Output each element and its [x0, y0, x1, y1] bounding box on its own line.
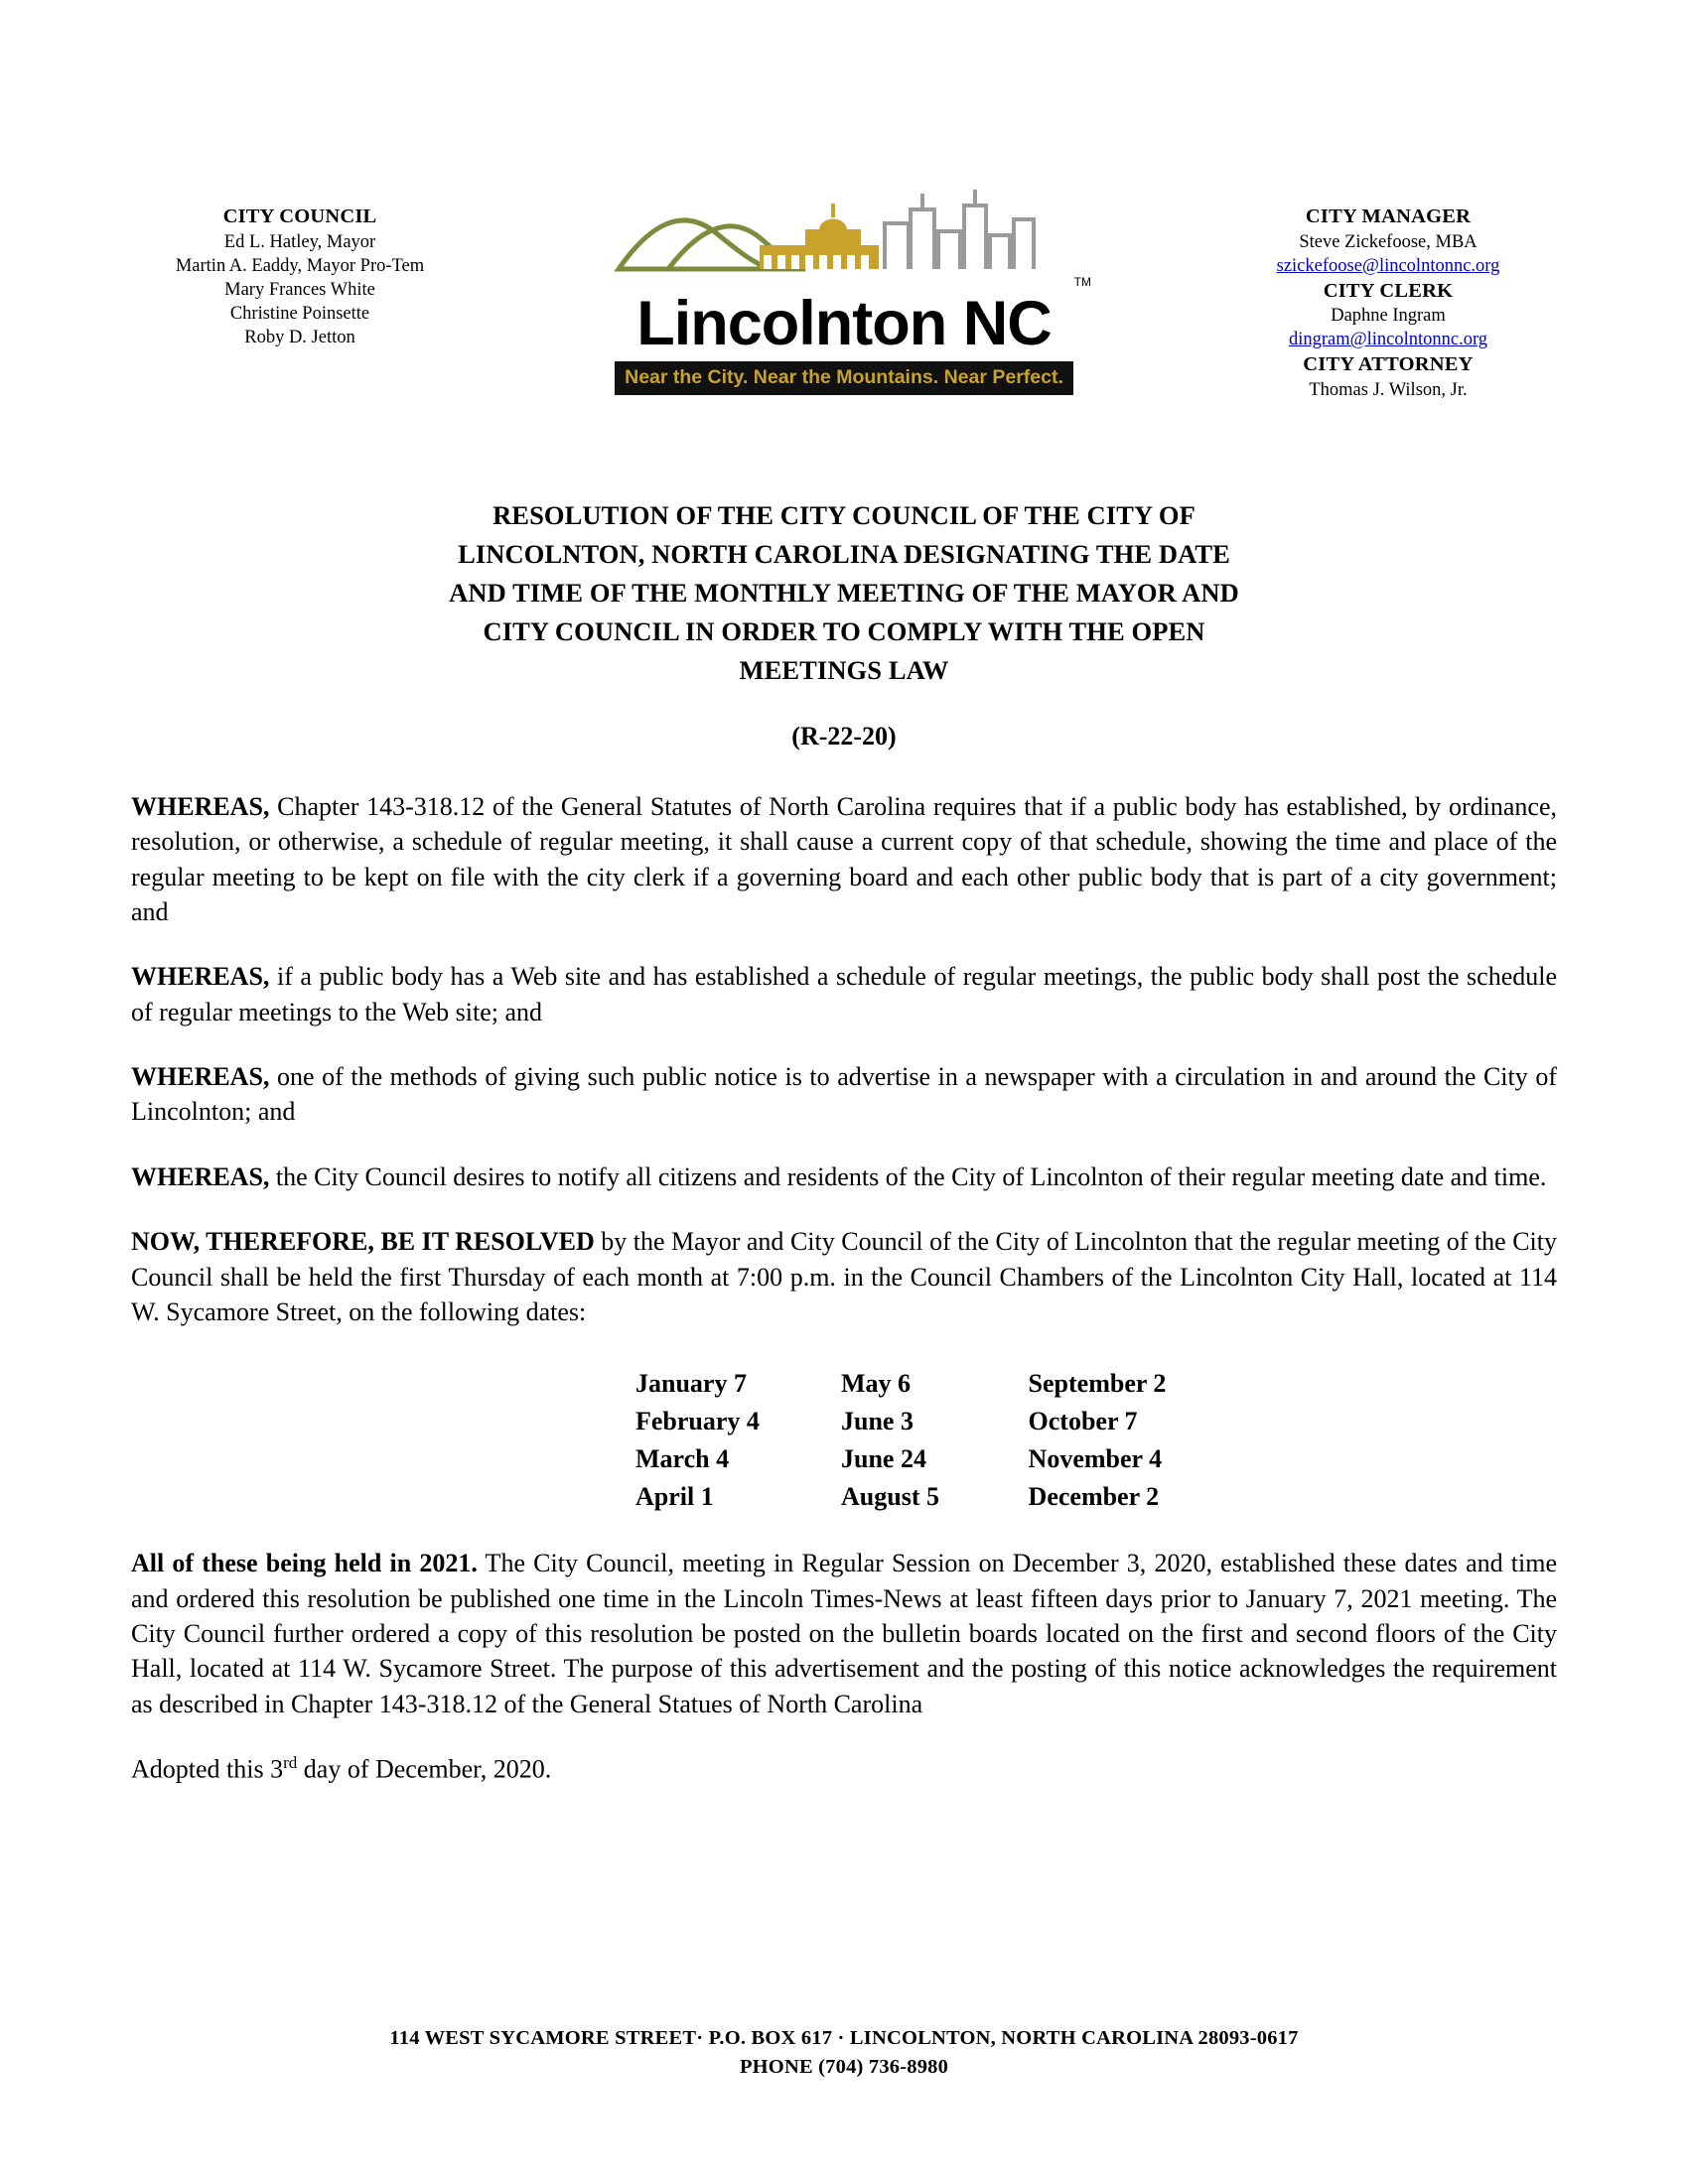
meeting-date: September 2 — [1028, 1369, 1167, 1399]
resolved-label: NOW, THEREFORE, BE IT RESOLVED — [131, 1227, 595, 1257]
closing-paragraph — [131, 1546, 1557, 1721]
whereas-label: WHEREAS, — [131, 1161, 270, 1191]
resolved-paragraph — [131, 1224, 1557, 1329]
city-clerk-email-link[interactable]: dingram@lincolntonnc.org — [1288, 330, 1488, 350]
staff-contacts-block — [1219, 204, 1557, 402]
adoption-line — [131, 1751, 1557, 1787]
whereas-label: WHEREAS, — [131, 791, 270, 821]
whereas-paragraph-3 — [131, 1059, 1557, 1130]
page-title — [131, 496, 1557, 690]
whereas-paragraph-4 — [131, 1160, 1557, 1194]
meeting-date: June 3 — [841, 1407, 914, 1436]
whereas-text-3: one of the methods of giving such public notice is to advertise in a newspaper with a circulation in and around the City of Lincolnton; and — [131, 1062, 1557, 1127]
meeting-date: December 2 — [1028, 1482, 1160, 1512]
council-member: Roby D. Jetton — [244, 327, 355, 347]
table-row — [447, 1440, 1241, 1478]
city-manager-email-link[interactable]: szickefoose@lincolntonnc.org — [1276, 255, 1500, 276]
meeting-date: April 1 — [635, 1482, 714, 1512]
adoption-ordinal: rd — [283, 1753, 298, 1773]
table-row — [447, 1478, 1241, 1516]
skyline-mountains-icon — [611, 184, 1077, 291]
whereas-paragraph-2 — [131, 959, 1557, 1029]
council-member: Ed L. Hatley, Mayor — [223, 231, 376, 252]
tagline-part-2: Near the Mountains. — [748, 366, 939, 388]
table-row — [447, 1403, 1241, 1440]
title-line: CITY COUNCIL IN ORDER TO COMPLY WITH THE OPEN — [483, 616, 1205, 647]
whereas-text-1: Chapter 143-318.12 of the General Statutes of North Carolina requires that if a public body has established, by ordinance, resolution, or otherwise, a schedule of regular meeting, it shall cause a current copy of that schedule, showing the time and place of the regular meeting to be kept on file with the city clerk if a governing board and each other public body that is part of a city government; and — [131, 791, 1557, 926]
city-manager-heading: CITY MANAGER — [1305, 205, 1472, 227]
meeting-date: November 4 — [1028, 1444, 1163, 1474]
adoption-suffix: day of December, 2020. — [297, 1754, 552, 1784]
logo-tagline — [615, 361, 1073, 395]
tagline-part-1: Near the City. — [625, 366, 749, 388]
city-attorney-name: Thomas J. Wilson, Jr. — [1309, 380, 1468, 401]
page-footer — [0, 2024, 1688, 2083]
whereas-label: WHEREAS, — [131, 1062, 270, 1092]
closing-text: The City Council, meeting in Regular Session on December 3, 2020, established these dates and time and ordered this resolution be published one time in the Lincoln Times-News at least fifteen days prior to January 7, 2021 meeting. The City Council further ordered a copy of this resolution be posted on the bulletin boards located on the first and second floors of the City Hall, located at 114 W. Sycamore Street. The purpose of this advertisement and the posting of this notice acknowledges the requirement as described in Chapter 143-318.12 of the General Statues of North Carolina — [131, 1549, 1558, 1718]
whereas-text-2: if a public body has a Web site and has established a schedule of regular meetings, the public body shall post the schedule of regular meetings to the Web site; and — [131, 962, 1557, 1026]
city-council-block — [131, 204, 469, 349]
trademark-mark: TM — [1073, 275, 1091, 289]
title-line: AND TIME OF THE MONTHLY MEETING OF THE MAYOR AND — [449, 578, 1239, 609]
meeting-date: February 4 — [635, 1407, 760, 1436]
city-logo — [566, 184, 1122, 395]
council-member: Mary Frances White — [224, 279, 375, 300]
city-clerk-heading: CITY CLERK — [1323, 279, 1454, 302]
logo-wordmark: Lincolnton NC — [636, 289, 1052, 358]
meeting-dates-table — [447, 1365, 1241, 1516]
footer-address: 114 WEST SYCAMORE STREET· P.O. BOX 617 · LINCOLNTON, NORTH CAROLINA 28093-0617 — [389, 2026, 1299, 2049]
whereas-text-4: the City Council desires to notify all citizens and residents of the City of Lincolnton of their regular meeting date and time. — [269, 1161, 1547, 1191]
whereas-paragraph-1 — [131, 789, 1557, 929]
title-line: LINCOLNTON, NORTH CAROLINA DESIGNATING THE DATE — [458, 539, 1230, 570]
city-clerk-name: Daphne Ingram — [1331, 306, 1446, 327]
meeting-date: October 7 — [1028, 1407, 1138, 1436]
city-manager-name: Steve Zickefoose, MBA — [1299, 231, 1477, 252]
city-council-heading: CITY COUNCIL — [222, 205, 377, 227]
resolution-number: (R-22-20) — [791, 721, 897, 751]
title-line: RESOLUTION OF THE CITY COUNCIL OF THE CITY OF — [492, 500, 1196, 531]
footer-phone: PHONE (704) 736-8980 — [739, 2056, 949, 2079]
meeting-date: March 4 — [635, 1444, 730, 1474]
meeting-date: January 7 — [635, 1369, 747, 1399]
closing-label: All of these being held in 2021. — [131, 1549, 478, 1578]
city-attorney-heading: CITY ATTORNEY — [1303, 353, 1474, 376]
logo-artwork — [611, 184, 1091, 291]
adoption-prefix: Adopted this 3 — [131, 1754, 284, 1784]
resolved-text: by the Mayor and City Council of the City of Lincolnton that the regular meeting of the City Council shall be held the first Thursday of each month at 7:00 p.m. in the Council Chambers of the Lincolnton City Hall, located at 114 W. Sycamore Street, on the following dates: — [131, 1227, 1557, 1326]
letterhead — [131, 0, 1557, 402]
tagline-part-3: Near Perfect. — [938, 366, 1063, 388]
meeting-date: May 6 — [841, 1369, 912, 1399]
meeting-date: June 24 — [841, 1444, 926, 1474]
title-line: MEETINGS LAW — [739, 654, 949, 685]
council-member: Martin A. Eaddy, Mayor Pro-Tem — [175, 255, 425, 276]
whereas-label: WHEREAS, — [131, 962, 270, 992]
meeting-date: August 5 — [841, 1482, 939, 1512]
table-row — [447, 1365, 1241, 1403]
council-member: Christine Poinsette — [229, 303, 370, 324]
